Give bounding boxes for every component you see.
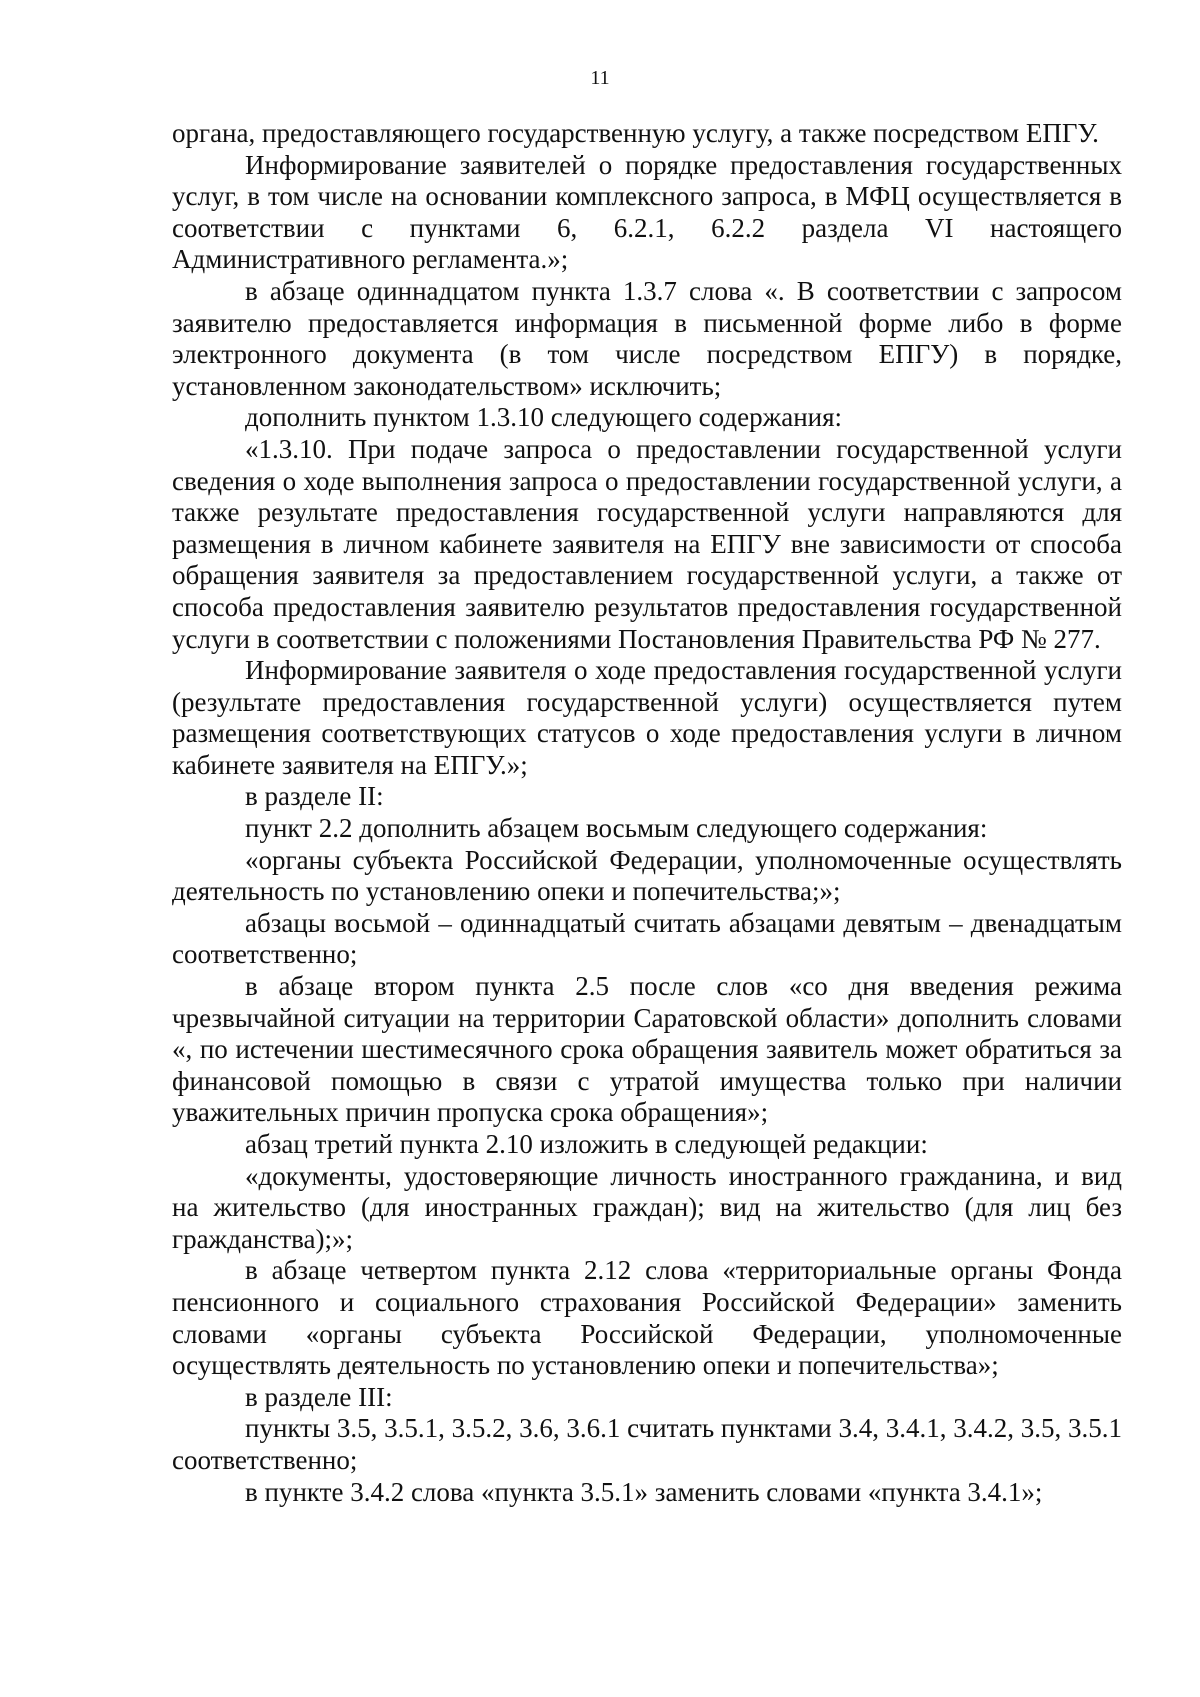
paragraph: пункт 2.2 дополнить абзацем восьмым следующего содержания: <box>245 813 988 844</box>
paragraph: «органы субъекта Российской Федерации, уполномоченные осуществлять деятельность по установлению опеки и попечительства;»; <box>172 844 1122 907</box>
paragraph: в абзаце втором пункта 2.5 после слов «со дня введения режима чрезвычайной ситуации на территории Саратовской области» дополнить словами «, по истечении шестимесячного срока обращения заявитель может обратиться за финансовой помощью в связи с утратой имущества только при наличии уважительных причин пропуска срока обращения»; <box>172 971 1122 1128</box>
paragraph: в абзаце четвертом пункта 2.12 слова «территориальные органы Фонда пенсионного и социального страхования Российской Федерации» заменить словами «органы субъекта Российской Федерации, уполномоченные осуществлять деятельность по установлению опеки и попечительства»; <box>172 1255 1122 1381</box>
paragraph: в разделе III: <box>245 1381 393 1412</box>
paragraph: дополнить пунктом 1.3.10 следующего содержания: <box>245 402 843 433</box>
paragraph: Информирование заявителей о порядке предоставления государственных услуг, в том числе на основании комплексного запроса, в МФЦ осуществляется в соответствии с пунктами 6, 6.2.1, 6.2.2 раздела VI настоящего Административного регламента.»; <box>172 149 1122 275</box>
paragraph: абзацы восьмой – одиннадцатый считать абзацами девятым – двенадцатым соответственно; <box>172 907 1122 970</box>
paragraph: в пункте 3.4.2 слова «пункта 3.5.1» заменить словами «пункта 3.4.1»; <box>245 1476 1043 1507</box>
paragraph: в разделе II: <box>245 781 384 812</box>
document-body <box>172 118 1122 1508</box>
paragraph: «документы, удостоверяющие личность иностранного гражданина, и вид на жительство (для иностранных граждан); вид на жительство (для лиц без гражданства);»; <box>172 1160 1122 1254</box>
paragraph: «1.3.10. При подаче запроса о предоставлении государственной услуги сведения о ходе выполнения запроса о предоставлении государственной услуги, а также результате предоставления государственной услуги направляются для размещения в личном кабинете заявителя на ЕПГУ вне зависимости от способа обращения заявителя за предоставлением государственной услуги, а также от способа предоставления заявителю результатов предоставления государственной услуги в соответствии с положениями Постановления Правительства РФ № 277. <box>172 433 1122 654</box>
page-number: 11 <box>590 67 610 89</box>
paragraph: пункты 3.5, 3.5.1, 3.5.2, 3.6, 3.6.1 считать пунктами 3.4, 3.4.1, 3.4.2, 3.5, 3.5.1 соответственно; <box>172 1413 1122 1475</box>
paragraph: органа, предоставляющего государственную услугу, а также посредством ЕПГУ. <box>172 118 1099 148</box>
paragraph: Информирование заявителя о ходе предоставления государственной услуги (результате предоставления государственной услуги) осуществляется путем размещения соответствующих статусов о ходе предоставления услуги в личном кабинете заявителя на ЕПГУ.»; <box>172 655 1122 780</box>
paragraph: абзац третий пункта 2.10 изложить в следующей редакции: <box>245 1129 928 1159</box>
paragraph: в абзаце одиннадцатом пункта 1.3.7 слова «. В соответствии с запросом заявителю предоставляется информация в письменной форме либо в форме электронного документа (в том числе посредством ЕПГУ) в порядке, установленном законодательством» исключить; <box>172 275 1122 401</box>
